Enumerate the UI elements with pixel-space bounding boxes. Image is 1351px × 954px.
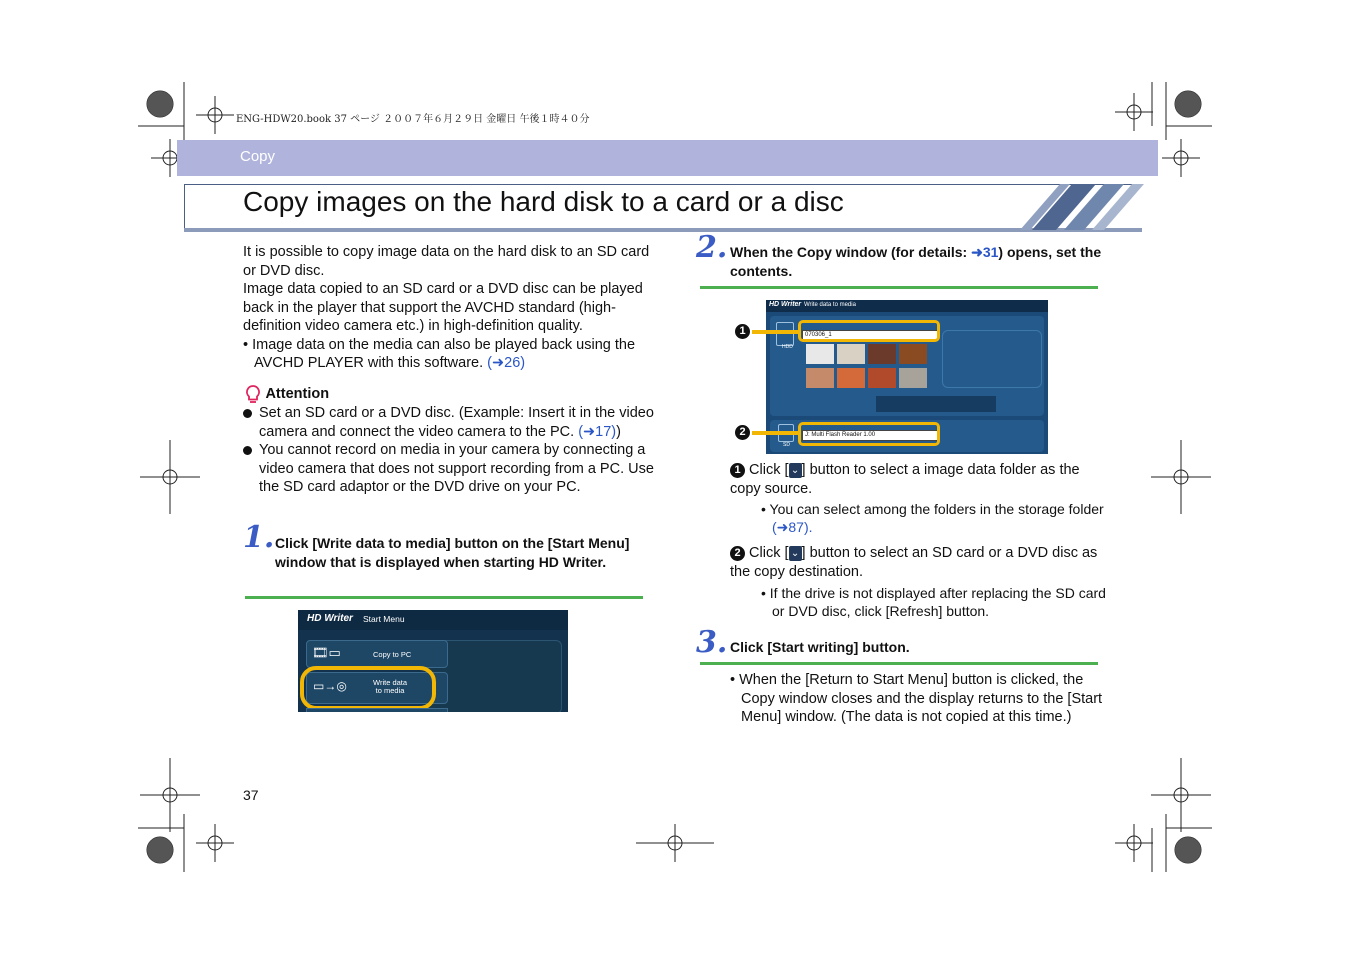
step-1-text: Click [Write data to media] button on the [Start Menu] window that is displayed when starting HD Writer. <box>275 535 630 570</box>
intro-bullet-link[interactable]: (➜26) <box>487 355 526 371</box>
step-3-rule <box>700 662 1098 665</box>
source-folder-value: 070306_1 <box>805 332 832 338</box>
title-stripes <box>1020 182 1145 232</box>
note-2-sub: • If the drive is not displayed after replacing the SD card or DVD disc, click [Refresh] button. <box>761 585 1106 619</box>
bullet-dot-icon <box>243 446 252 455</box>
intro-bullet-text: • Image data on the media can also be played back using the AVCHD PLAYER with this software. <box>243 336 636 371</box>
step-2-text-b: ) opens, set the contents. <box>730 244 1102 279</box>
note-1-sub <box>761 500 1112 536</box>
intro-block <box>243 243 653 373</box>
attention-heading: Attention <box>265 386 330 402</box>
hdd-icon <box>776 322 794 346</box>
step-2-text <box>730 243 1110 280</box>
page-number: 37 <box>243 787 259 803</box>
note-2 <box>730 544 1105 581</box>
step-1-rule <box>245 596 643 599</box>
attention-item-1-link[interactable]: (➜17) <box>578 423 617 440</box>
thumbnail[interactable] <box>806 368 834 388</box>
destination-drive-value: J: Multi Flash Reader 1.00 <box>805 432 876 438</box>
source-info-panel <box>942 330 1042 388</box>
thumbnail[interactable] <box>806 344 834 364</box>
callout-1-line <box>752 330 800 334</box>
note-1-text-a: Click [ <box>749 462 789 478</box>
copy-window-screenshot <box>766 300 1048 454</box>
sd-label: SD <box>783 442 790 448</box>
print-header: ENG-HDW20.book 37 ページ ２００７年６月２９日 金曜日 午後１時４０分 <box>236 114 590 125</box>
highlight-ring <box>798 422 940 446</box>
start-menu-title: Start Menu <box>363 614 405 624</box>
intro-paragraph-2: Image data copied to an SD card or a DVD disc can be played back in the player that support the AVCHD standard (high-definition video camera etc.) in high-definition quality. <box>243 281 643 334</box>
note-1 <box>730 461 1105 498</box>
attention-item-1-end: ) <box>616 423 621 440</box>
copy-to-pc-label: Copy to PC <box>373 650 412 659</box>
start-menu-screenshot <box>298 610 568 712</box>
callout-2-line <box>752 431 800 435</box>
hd-writer-brand: HD Writer <box>307 613 353 624</box>
intro-bullet <box>243 336 653 373</box>
step-3-bullet: • When the [Return to Start Menu] button is clicked, the Copy window closes and the display returns to the [Start Menu] window. (The data is not copied at this time.) <box>730 672 1103 725</box>
pc-to-disc-icon: ▭→◎ <box>313 679 347 693</box>
hdd-label: HDD <box>782 344 793 350</box>
section-band <box>177 140 1158 176</box>
step-1-number: 1. <box>243 520 275 555</box>
attention-item-1-text: Set an SD card or a DVD disc. (Example: Insert it in the video camera and connect the video camera to the PC. <box>259 405 654 440</box>
callout-2-badge: 2 <box>735 425 750 440</box>
attention-item-2-text: You cannot record on media in your camera by connecting a video camera that does not support recording from a PC. Use the SD card adaptor or the DVD drive on your PC. <box>259 442 654 495</box>
thumbnail[interactable] <box>837 344 865 364</box>
step-2-text-a: When the Copy window (for details: <box>730 244 972 260</box>
note-1-sub-text: • You can select among the folders in the storage folder <box>761 501 1104 517</box>
highlight-ring <box>300 666 436 710</box>
note-1-text-b: ] button to select a image data folder as the copy source. <box>730 462 1080 497</box>
attention-list <box>243 404 655 497</box>
copy-window-titlebar <box>766 300 1048 312</box>
thumbnail[interactable] <box>837 368 865 388</box>
thumbnail[interactable] <box>868 344 896 364</box>
thumbnail-grid <box>806 344 936 388</box>
note-2-text-b: ] button to select an SD card or a DVD disc as the copy destination. <box>730 545 1098 580</box>
attention-item <box>243 404 655 441</box>
film-monitor-icon: 🎞▭ <box>312 645 341 660</box>
lightbulb-icon <box>245 384 261 404</box>
thumbnail[interactable] <box>899 344 927 364</box>
callout-1-badge: 1 <box>735 324 750 339</box>
section-label: Copy <box>240 148 276 165</box>
step-2-number: 2. <box>696 230 728 265</box>
step-3-text: Click [Start writing] button. <box>730 639 910 655</box>
highlight-ring <box>798 320 940 342</box>
note-2-text-a: Click [ <box>749 545 789 561</box>
copy-window-brand: HD Writer <box>769 301 802 308</box>
copy-window-title: Write data to media <box>804 302 856 308</box>
bullet-dot-icon <box>243 409 252 418</box>
note-1-badge: 1 <box>730 463 745 478</box>
step-3-number: 3. <box>696 625 728 660</box>
title-underline <box>184 228 1142 232</box>
start-menu-titlebar <box>298 610 568 630</box>
intro-paragraph-1: It is possible to copy image data on the hard disk to an SD card or DVD disc. <box>243 244 650 279</box>
chevron-down-icon: ⌄ <box>789 463 802 478</box>
info-note-strip <box>876 396 996 412</box>
note-2-badge: 2 <box>730 546 745 561</box>
chevron-down-icon: ⌄ <box>789 546 802 561</box>
note-1-sub-link[interactable]: (➜87). <box>772 519 813 535</box>
thumbnail[interactable] <box>868 368 896 388</box>
write-data-label-line1: Write data <box>373 678 408 687</box>
step-2-link[interactable]: ➜31 <box>971 244 999 260</box>
step-2-rule <box>700 286 1098 289</box>
attention-heading-row <box>245 384 329 404</box>
attention-item <box>243 441 655 497</box>
write-data-label-line2: to media <box>375 686 405 695</box>
copy-to-pc-button[interactable] <box>306 640 448 668</box>
next-menu-button[interactable] <box>306 708 448 712</box>
thumbnail[interactable] <box>899 368 927 388</box>
page-title: Copy images on the hard disk to a card or a disc <box>243 186 844 217</box>
